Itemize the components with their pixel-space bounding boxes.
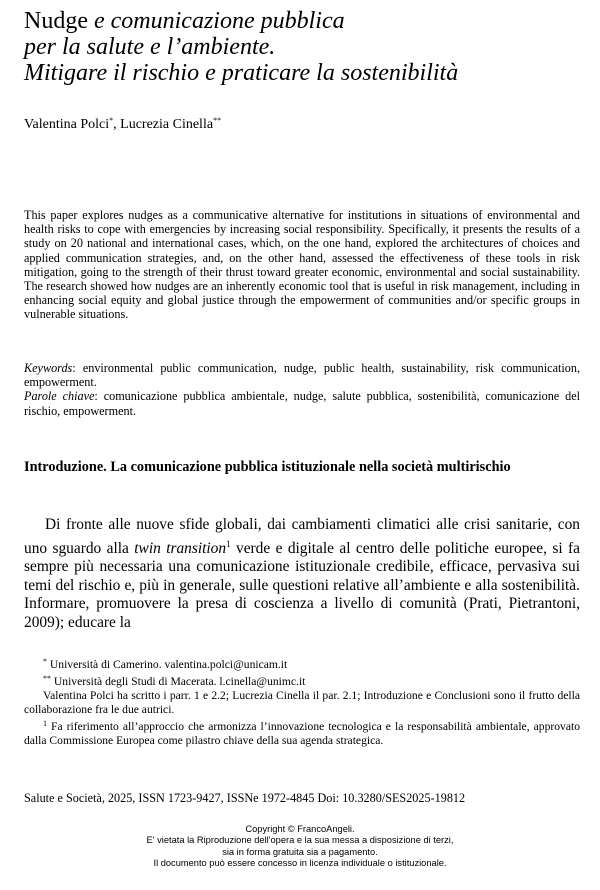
footnotes xyxy=(24,655,580,748)
footnote-4-mark: 1 xyxy=(43,719,47,728)
body-text-part-2: verde e digitale al centro delle politiche europee, si fa sempre più necessaria una comunicazione istituzionale credibile, efficace, pervasiva sui temi del rischio e, più in generale, sulle questioni relative all’ambiente e alla sostenibilità. Informare, promuovere la presa di coscienza a livello di comunità (Prati, Pietrantoni, 2009); educare la xyxy=(24,539,580,631)
footnote-4 xyxy=(24,717,580,748)
footnote-1 xyxy=(24,655,580,672)
body-paragraph xyxy=(24,516,580,632)
copyright-line-3: sia in forma gratuita sia a pagamento. xyxy=(222,846,378,857)
abstract: This paper explores nudges as a communicative alternative for institutions in situations of environmental and health risks to cope with emergencies by increasing social responsibility. Specifically, it presents the results of a study on 20 national and international cases, which, on the one hand, explored the architectures of choices and applied communication strategies, and, on the other hand, assessed the effectiveness of these tools in risk mitigation, going to the strength of their thrust toward greater economic, environmental and social sustainability. The research showed how nudges are an inherently economic tool that is useful in risk management, including in enhancing social equity and global justice through the empowerment of communities and/or specific groups in vulnerable situations. xyxy=(24,208,580,322)
title-line-2: per la salute e l’ambiente. xyxy=(24,34,276,60)
copyright-line-2: E' vietata la Riproduzione dell'opera e la sua messa a disposizione di terzi, xyxy=(146,835,454,846)
title-roman: Nudge xyxy=(24,8,94,34)
author-1: Valentina Polci xyxy=(24,117,110,132)
keywords-label: Keywords xyxy=(24,361,73,375)
author-list xyxy=(24,116,221,133)
footnote-2-text: Università degli Studi di Macerata. l.cinella@unimc.it xyxy=(51,675,306,688)
title-line-3: Mitigare il rischio e praticare la sostenibilità xyxy=(24,60,459,86)
copyright-notice xyxy=(0,824,600,870)
footnote-3-text: Valentina Polci ha scritto i parr. 1 e 2.2; Lucrezia Cinella il par. 2.1; Introduzione e Conclusioni sono il frutto della collaborazione fra le due autrici. xyxy=(24,689,580,716)
footnote-1-mark: * xyxy=(43,657,47,666)
keywords-en xyxy=(24,361,580,389)
copyright-line-4: Il documento può essere concesso in licenza individuale o istituzionale. xyxy=(153,858,447,869)
author-1-footnote-mark: * xyxy=(109,116,114,125)
footnote-3 xyxy=(24,689,580,717)
footnote-2-mark: ** xyxy=(43,674,51,683)
journal-citation: Salute e Società, 2025, ISSN 1723-9427, ISSNe 1972-4845 Doi: 10.3280/SES2025-19812 xyxy=(24,791,466,805)
keywords-block xyxy=(24,361,580,418)
author-2-footnote-mark: ** xyxy=(213,116,222,125)
author-separator: , xyxy=(113,117,121,132)
keywords-text: : environmental public communication, nudge, public health, sustainability, risk communication, empowerment. xyxy=(24,361,580,390)
parole-chiave-text: : comunicazione pubblica ambientale, nudge, salute pubblica, sostenibilità, comunicazione del rischio, empowerment. xyxy=(24,389,580,418)
body-text-part-1: Di fronte alle nuove sfide globali, dai cambiamenti climatici alle crisi sanitarie, con uno sguardo alla xyxy=(24,516,580,557)
author-2: Lucrezia Cinella xyxy=(120,117,214,132)
footnote-4-text: Fa riferimento all’approccio che armonizza l’innovazione tecnologica e la responsabilità ambientale, approvato dalla Commissione Europea come pilastro chiave della sua agenda strategica. xyxy=(24,720,580,747)
body-italic-term: twin transition xyxy=(134,539,227,557)
parole-chiave-label: Parole chiave xyxy=(24,389,95,404)
copyright-line-1: Copyright © FrancoAngeli. xyxy=(245,824,355,834)
article-title xyxy=(24,8,584,86)
title-italic: e comunicazione pubblica xyxy=(93,8,345,34)
title-line-1 xyxy=(24,8,584,34)
keywords-it xyxy=(24,389,580,417)
section-heading: Introduzione. La comunicazione pubblica istituzionale nella società multirischio xyxy=(24,459,511,475)
footnote-2 xyxy=(24,672,580,689)
footnote-1-text: Università di Camerino. valentina.polci@unicam.it xyxy=(47,658,288,671)
footnote-reference: 1 xyxy=(226,538,231,549)
